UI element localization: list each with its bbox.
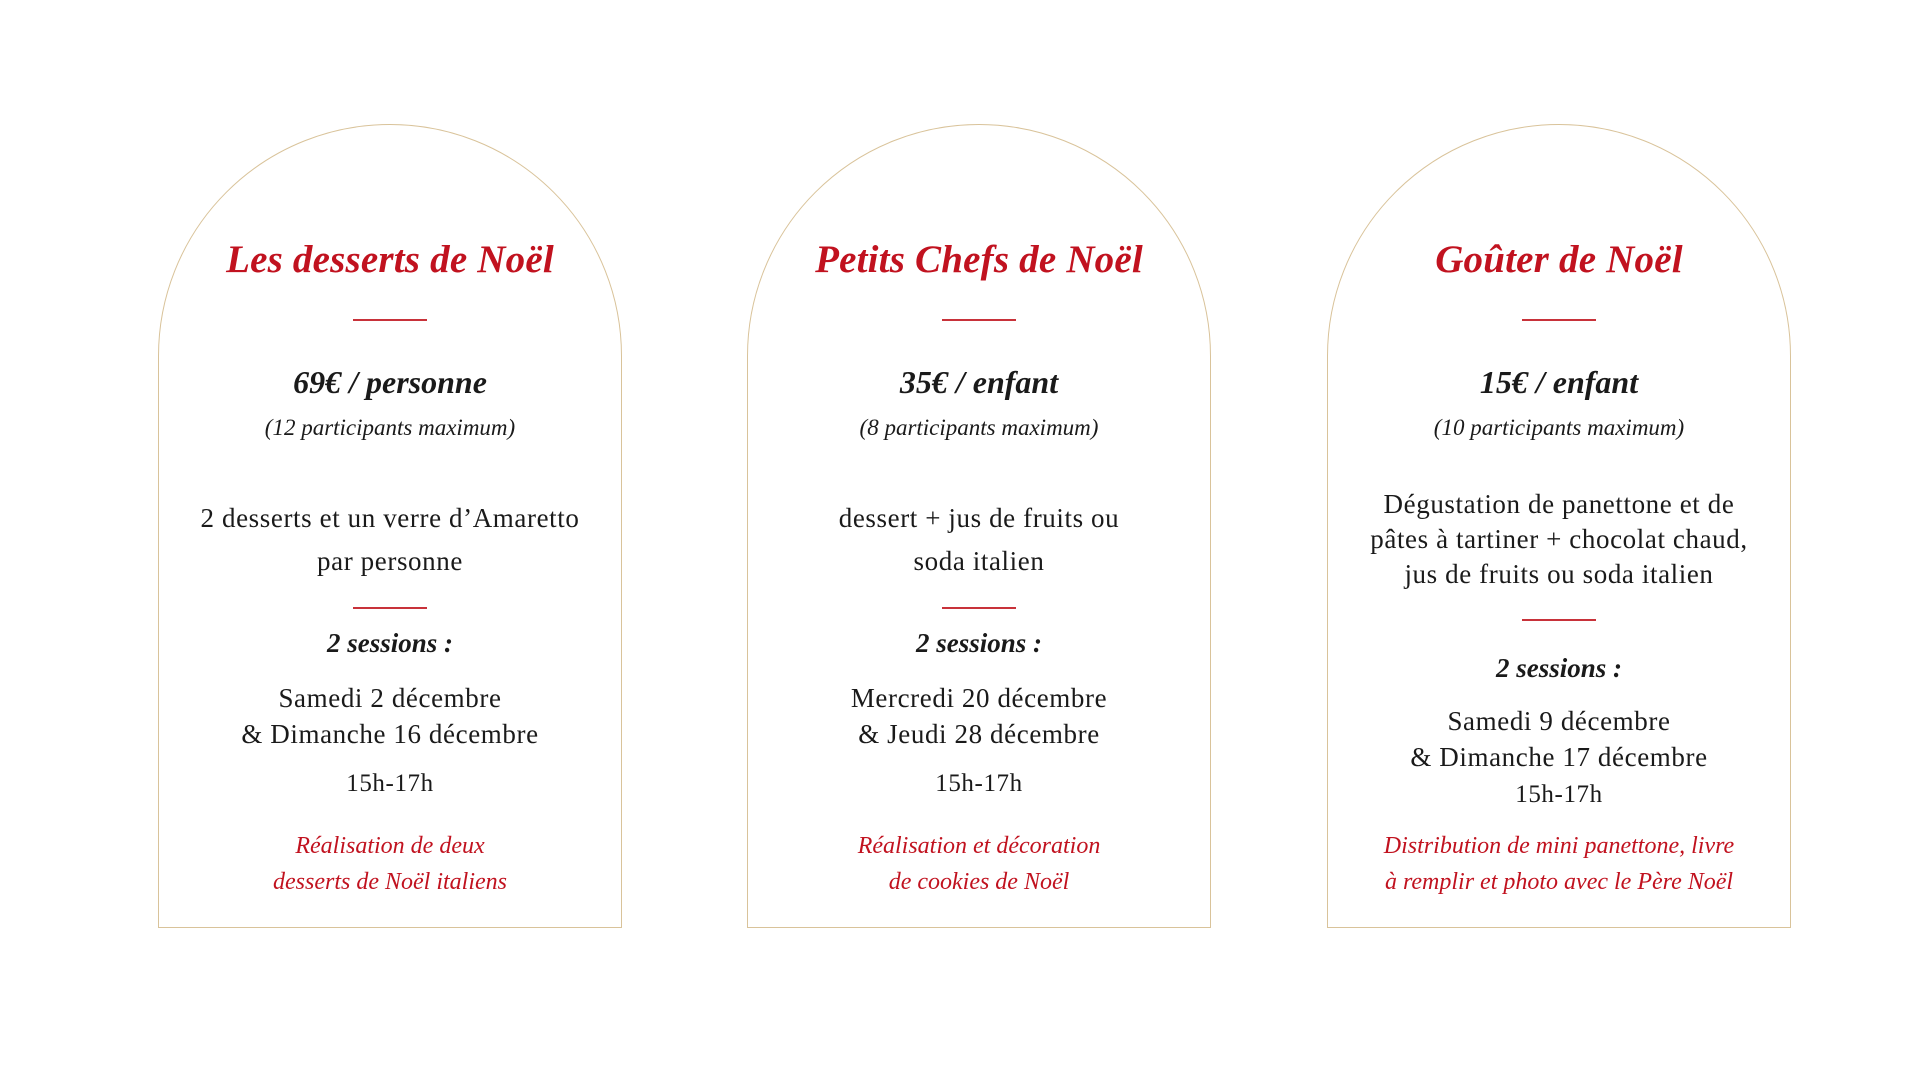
note-line: Réalisation de deux [295, 833, 485, 859]
session-date: & Dimanche 17 décembre [1410, 742, 1708, 772]
card-price: 35€ / enfant [899, 364, 1059, 400]
session-date: Samedi 9 décembre [1447, 706, 1671, 736]
note-line: desserts de Noël italiens [273, 869, 507, 895]
section-divider [1522, 619, 1596, 621]
offer-card-petits-chefs-de-noel [747, 124, 1211, 928]
note-line: Distribution de mini panettone, livre [1383, 833, 1735, 859]
description-line: 2 desserts et un verre d’Amaretto [200, 503, 580, 533]
offer-card-desserts-de-noel [158, 124, 622, 928]
card-price: 15€ / enfant [1479, 364, 1639, 400]
description-line: pâtes à tartiner + chocolat chaud, [1370, 524, 1748, 554]
card-content [1328, 125, 1790, 927]
card-note [1342, 828, 1776, 900]
card-description [762, 497, 1196, 583]
session-dates [169, 680, 611, 752]
session-dates [758, 680, 1200, 752]
session-date: & Jeudi 28 décembre [858, 719, 1100, 749]
session-time: 15h-17h [935, 770, 1023, 797]
sessions-label: 2 sessions : [326, 628, 454, 658]
card-capacity: (8 participants maximum) [859, 415, 1099, 440]
card-price: 69€ / personne [293, 364, 487, 400]
card-title: Petits Chefs de Noël [815, 238, 1143, 281]
card-content [159, 125, 621, 927]
session-date: & Dimanche 16 décembre [241, 719, 539, 749]
sessions-label: 2 sessions : [1495, 653, 1623, 683]
card-description [173, 497, 607, 583]
section-divider [942, 607, 1016, 609]
card-note [762, 828, 1196, 900]
description-line: Dégustation de panettone et de [1383, 489, 1735, 519]
description-line: par personne [317, 546, 463, 576]
card-capacity: (10 participants maximum) [1433, 415, 1685, 440]
session-date: Mercredi 20 décembre [850, 683, 1108, 713]
offer-card-gouter-de-noel [1327, 124, 1791, 928]
session-date: Samedi 2 décembre [278, 683, 502, 713]
card-capacity: (12 participants maximum) [264, 415, 516, 440]
session-time: 15h-17h [1515, 781, 1603, 808]
note-line: Réalisation et décoration [857, 833, 1101, 859]
session-dates [1338, 703, 1780, 775]
card-title: Goûter de Noël [1435, 238, 1683, 281]
card-content [748, 125, 1210, 927]
sessions-label: 2 sessions : [915, 628, 1043, 658]
card-description [1342, 487, 1776, 592]
note-line: à remplir et photo avec le Père Noël [1384, 869, 1734, 895]
description-line: dessert + jus de fruits ou [838, 503, 1120, 533]
section-divider [353, 607, 427, 609]
note-line: de cookies de Noël [888, 869, 1070, 895]
title-divider [1522, 319, 1596, 321]
card-note [173, 828, 607, 900]
description-line: soda italien [913, 546, 1045, 576]
card-title: Les desserts de Noël [226, 238, 554, 281]
title-divider [353, 319, 427, 321]
description-line: jus de fruits ou soda italien [1404, 559, 1714, 589]
title-divider [942, 319, 1016, 321]
session-time: 15h-17h [346, 770, 434, 797]
